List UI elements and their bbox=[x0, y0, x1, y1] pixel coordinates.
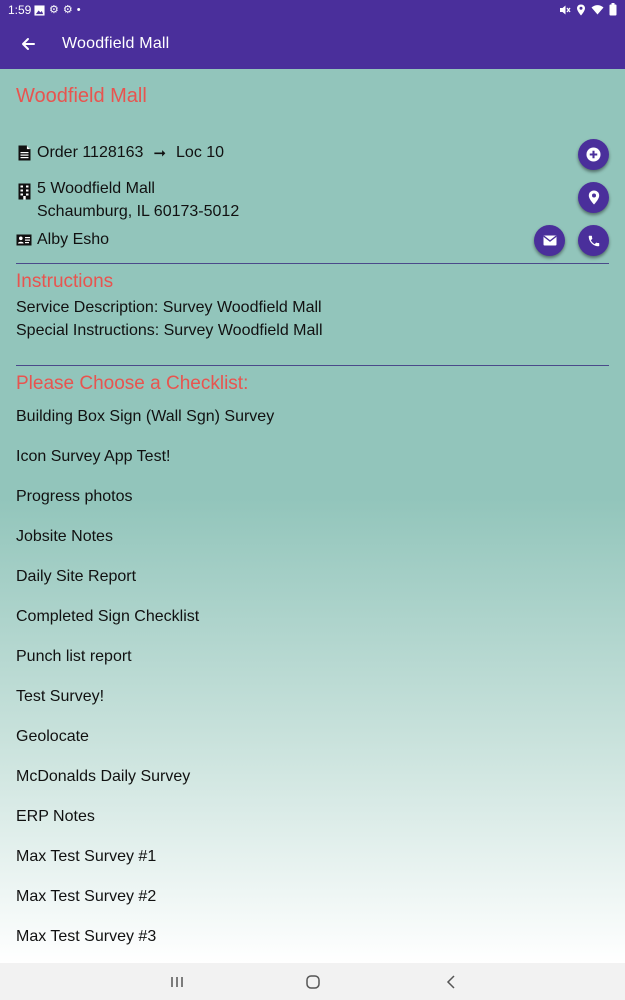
job-details bbox=[0, 69, 625, 963]
checklist-item[interactable]: Daily Site Report bbox=[16, 568, 137, 585]
checklist-title: Please Choose a Checklist: bbox=[16, 373, 249, 394]
battery-icon bbox=[609, 3, 617, 16]
checklist-item[interactable]: Icon Survey App Test! bbox=[16, 448, 171, 465]
checklist-item[interactable]: Geolocate bbox=[16, 728, 89, 745]
special-instructions: Special Instructions: Survey Woodfield Mall bbox=[16, 322, 323, 339]
checklist-item[interactable]: ERP Notes bbox=[16, 808, 95, 825]
envelope-icon bbox=[543, 235, 557, 246]
checklist-item[interactable]: Building Box Sign (Wall Sgn) Survey bbox=[16, 408, 275, 425]
location-number: Loc 10 bbox=[176, 144, 225, 161]
order-row bbox=[16, 144, 224, 162]
system-nav-bar bbox=[0, 963, 625, 1000]
recents-icon bbox=[170, 976, 184, 988]
app-bar-title: Woodfield Mall bbox=[62, 35, 170, 52]
chevron-left-icon bbox=[446, 975, 456, 989]
address-line-1: 5 Woodfield Mall bbox=[37, 180, 155, 197]
dot-icon: • bbox=[76, 4, 81, 16]
app-bar bbox=[0, 20, 625, 69]
checklist-item[interactable]: Punch list report bbox=[16, 648, 132, 665]
contact-row bbox=[16, 231, 109, 249]
checklist-item[interactable]: Max Test Survey #3 bbox=[16, 928, 157, 945]
wifi-icon bbox=[591, 4, 604, 15]
email-button[interactable] bbox=[534, 225, 565, 256]
back-button[interactable] bbox=[14, 30, 42, 58]
document-icon bbox=[16, 145, 32, 161]
mute-icon bbox=[559, 4, 571, 16]
phone-icon bbox=[587, 234, 601, 248]
gear-icon: ⚙ bbox=[62, 4, 73, 16]
add-button[interactable] bbox=[578, 139, 609, 170]
recents-button[interactable] bbox=[166, 971, 188, 993]
home-icon bbox=[306, 975, 320, 989]
plus-circle-icon bbox=[586, 147, 601, 162]
system-back-button[interactable] bbox=[440, 971, 462, 993]
arrow-right-icon: ➞ bbox=[153, 145, 167, 162]
address-row bbox=[16, 177, 239, 223]
checklist-item[interactable]: McDonalds Daily Survey bbox=[16, 768, 191, 785]
contact-name: Alby Esho bbox=[37, 231, 110, 248]
checklist-item[interactable]: Progress photos bbox=[16, 488, 133, 505]
home-button[interactable] bbox=[302, 971, 324, 993]
map-marker-icon bbox=[588, 190, 600, 205]
call-button[interactable] bbox=[578, 225, 609, 256]
arrow-left-icon bbox=[20, 36, 36, 52]
order-number: Order 1128163 bbox=[37, 144, 144, 161]
checklist-item[interactable]: Jobsite Notes bbox=[16, 528, 113, 545]
address-line-2: Schaumburg, IL 60173-5012 bbox=[37, 203, 240, 220]
building-icon bbox=[16, 183, 32, 200]
checklist-item[interactable]: Max Test Survey #2 bbox=[16, 888, 157, 905]
gear-icon: ⚙ bbox=[49, 4, 59, 16]
instructions-title: Instructions bbox=[16, 271, 114, 292]
checklist-item[interactable]: Max Test Survey #1 bbox=[16, 848, 157, 865]
store-name: Woodfield Mall bbox=[16, 85, 147, 107]
divider bbox=[16, 263, 609, 264]
status-time: 1:59 bbox=[8, 3, 32, 17]
status-bar bbox=[0, 0, 625, 20]
service-description: Service Description: Survey Woodfield Mall bbox=[16, 299, 322, 316]
id-card-icon bbox=[16, 234, 32, 246]
map-button[interactable] bbox=[578, 182, 609, 213]
divider bbox=[16, 365, 609, 366]
location-icon bbox=[576, 4, 586, 16]
image-icon bbox=[34, 5, 45, 16]
checklist-item[interactable]: Completed Sign Checklist bbox=[16, 608, 200, 625]
checklist-item[interactable]: Test Survey! bbox=[16, 688, 105, 705]
